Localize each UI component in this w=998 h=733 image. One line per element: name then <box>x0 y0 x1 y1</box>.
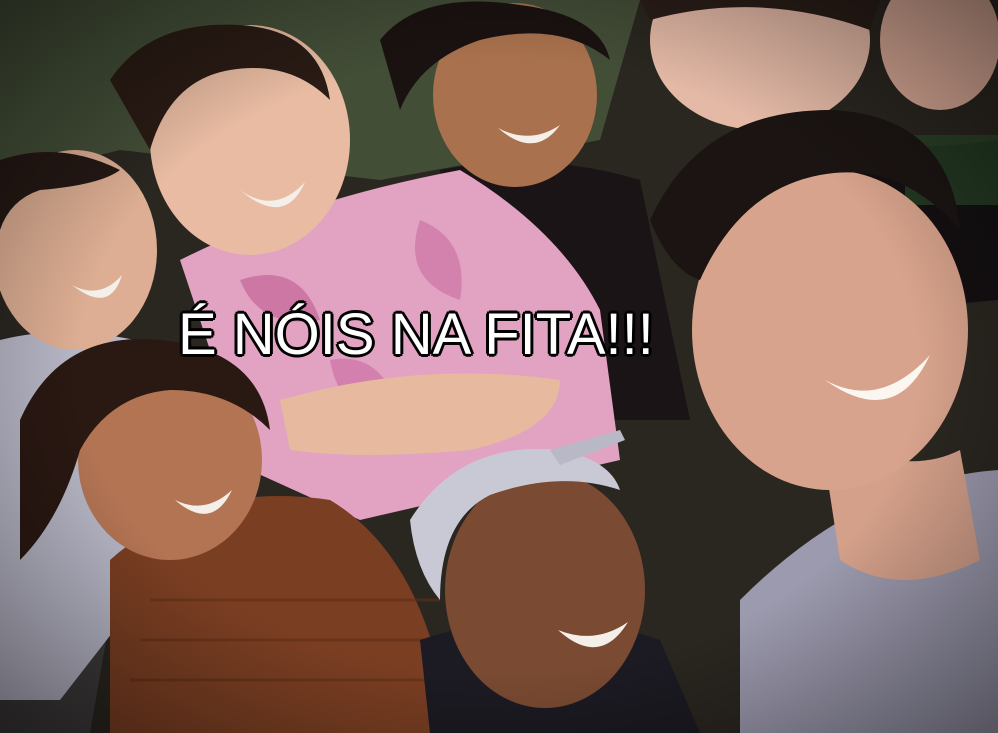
meme-caption: É NÓIS NA FITA!!! <box>178 302 654 367</box>
